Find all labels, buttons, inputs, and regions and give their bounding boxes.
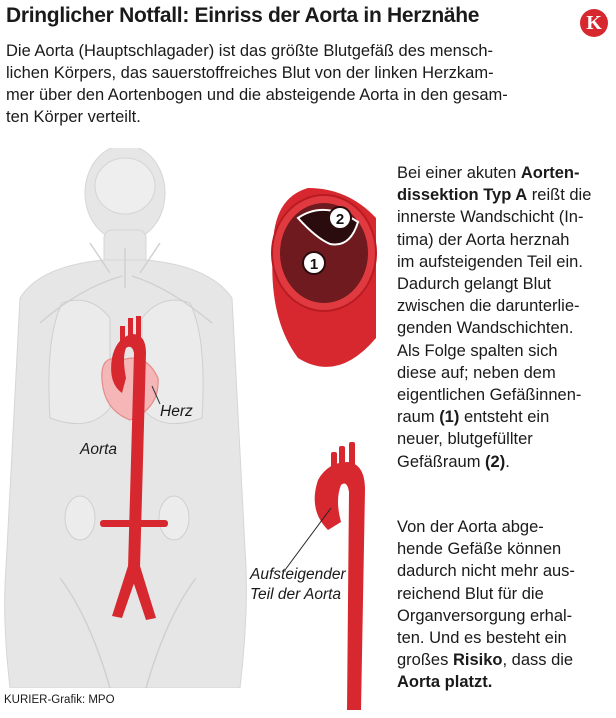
text-line bbox=[397, 362, 591, 384]
text-segment: Als Folge spalten sich bbox=[397, 341, 558, 360]
text-segment: Bei einer akuten bbox=[397, 164, 521, 182]
bold-segment: Aorten- bbox=[520, 164, 580, 182]
text-segment: tima) der Aorta herznah bbox=[397, 230, 570, 249]
bold-segment: dissektion Typ A bbox=[397, 186, 528, 205]
text-line bbox=[397, 251, 591, 273]
risk-explanation bbox=[397, 516, 575, 694]
bold-segment: (2) bbox=[485, 452, 506, 471]
text-line bbox=[397, 340, 591, 362]
text-segment: reißt die bbox=[527, 186, 592, 205]
text-segment: Organversorgung erhal- bbox=[397, 606, 573, 625]
label-line: Teil der Aorta bbox=[250, 586, 342, 603]
text-segment: Von der Aorta abge- bbox=[397, 518, 544, 536]
text-segment: Dadurch gelangt Blut bbox=[397, 275, 552, 294]
text-line bbox=[397, 560, 575, 582]
label-aufsteigender-teil bbox=[250, 565, 346, 605]
intro-line: ten Körper verteilt. bbox=[6, 108, 141, 126]
text-line bbox=[397, 605, 575, 627]
text-segment: großes bbox=[397, 651, 453, 670]
text-line bbox=[397, 649, 575, 671]
label-herz: Herz bbox=[160, 403, 193, 420]
text-line bbox=[397, 671, 575, 693]
text-segment: dadurch nicht mehr aus- bbox=[397, 562, 575, 581]
text-line bbox=[397, 451, 591, 473]
text-segment: innerste Wandschicht (In- bbox=[397, 208, 584, 227]
text-segment: entsteht ein bbox=[459, 408, 550, 427]
text-line bbox=[397, 162, 591, 184]
text-segment: Gefäßraum bbox=[397, 452, 486, 471]
bold-segment: Aorta platzt. bbox=[397, 673, 493, 692]
intro-line: Die Aorta (Hauptschlagader) ist das größte Blutgefäß des mensch- bbox=[6, 42, 493, 60]
text-segment: , dass die bbox=[502, 651, 574, 670]
text-line bbox=[397, 184, 591, 206]
body-illustration bbox=[0, 148, 260, 688]
intro-text bbox=[6, 40, 566, 128]
text-line bbox=[397, 583, 575, 605]
label-aorta: Aorta bbox=[80, 441, 118, 458]
marker-1: 1 bbox=[309, 256, 319, 273]
text-line bbox=[397, 516, 575, 538]
text-segment: hende Gefäße können bbox=[397, 540, 562, 559]
intro-line: mer über den Aortenbogen und die absteigende Aorta in den gesam- bbox=[6, 86, 508, 104]
text-segment: neuer, blutgefüllter bbox=[397, 430, 533, 449]
text-line bbox=[397, 206, 591, 228]
text-line bbox=[397, 295, 591, 317]
page-title: Dringlicher Notfall: Einriss der Aorta in Herznähe bbox=[6, 4, 480, 27]
text-segment: reichend Blut für die bbox=[397, 584, 544, 603]
text-segment: genden Wandschichten. bbox=[397, 319, 574, 338]
text-line bbox=[397, 406, 591, 428]
text-line bbox=[397, 229, 591, 251]
text-segment: raum bbox=[397, 408, 440, 427]
dissection-explanation bbox=[397, 162, 591, 473]
text-line bbox=[397, 627, 575, 649]
text-line bbox=[397, 273, 591, 295]
aorta-cross-section bbox=[258, 178, 388, 378]
bold-segment: Risiko bbox=[452, 651, 503, 670]
credit-line: KURIER-Grafik: MPO bbox=[4, 694, 115, 706]
text-line bbox=[397, 384, 591, 406]
text-line bbox=[397, 428, 591, 450]
text-segment: im aufsteigenden Teil ein. bbox=[397, 252, 583, 271]
text-segment: ten. Und es besteht ein bbox=[397, 629, 567, 648]
text-line bbox=[397, 538, 575, 560]
label-line: Aufsteigender bbox=[250, 566, 346, 583]
marker-2: 2 bbox=[335, 211, 345, 228]
intro-line: lichen Körpers, das sauerstoffreiches Blut von der linken Herzkam- bbox=[6, 64, 494, 82]
text-segment: eigentlichen Gefäßinnen- bbox=[397, 386, 582, 405]
kurier-logo: K bbox=[580, 9, 608, 37]
text-segment: diese auf; neben dem bbox=[397, 363, 556, 382]
text-line bbox=[397, 317, 591, 339]
text-segment: zwischen die darunterlie- bbox=[397, 297, 580, 316]
text-segment: . bbox=[505, 452, 510, 471]
bold-segment: (1) bbox=[439, 408, 460, 427]
